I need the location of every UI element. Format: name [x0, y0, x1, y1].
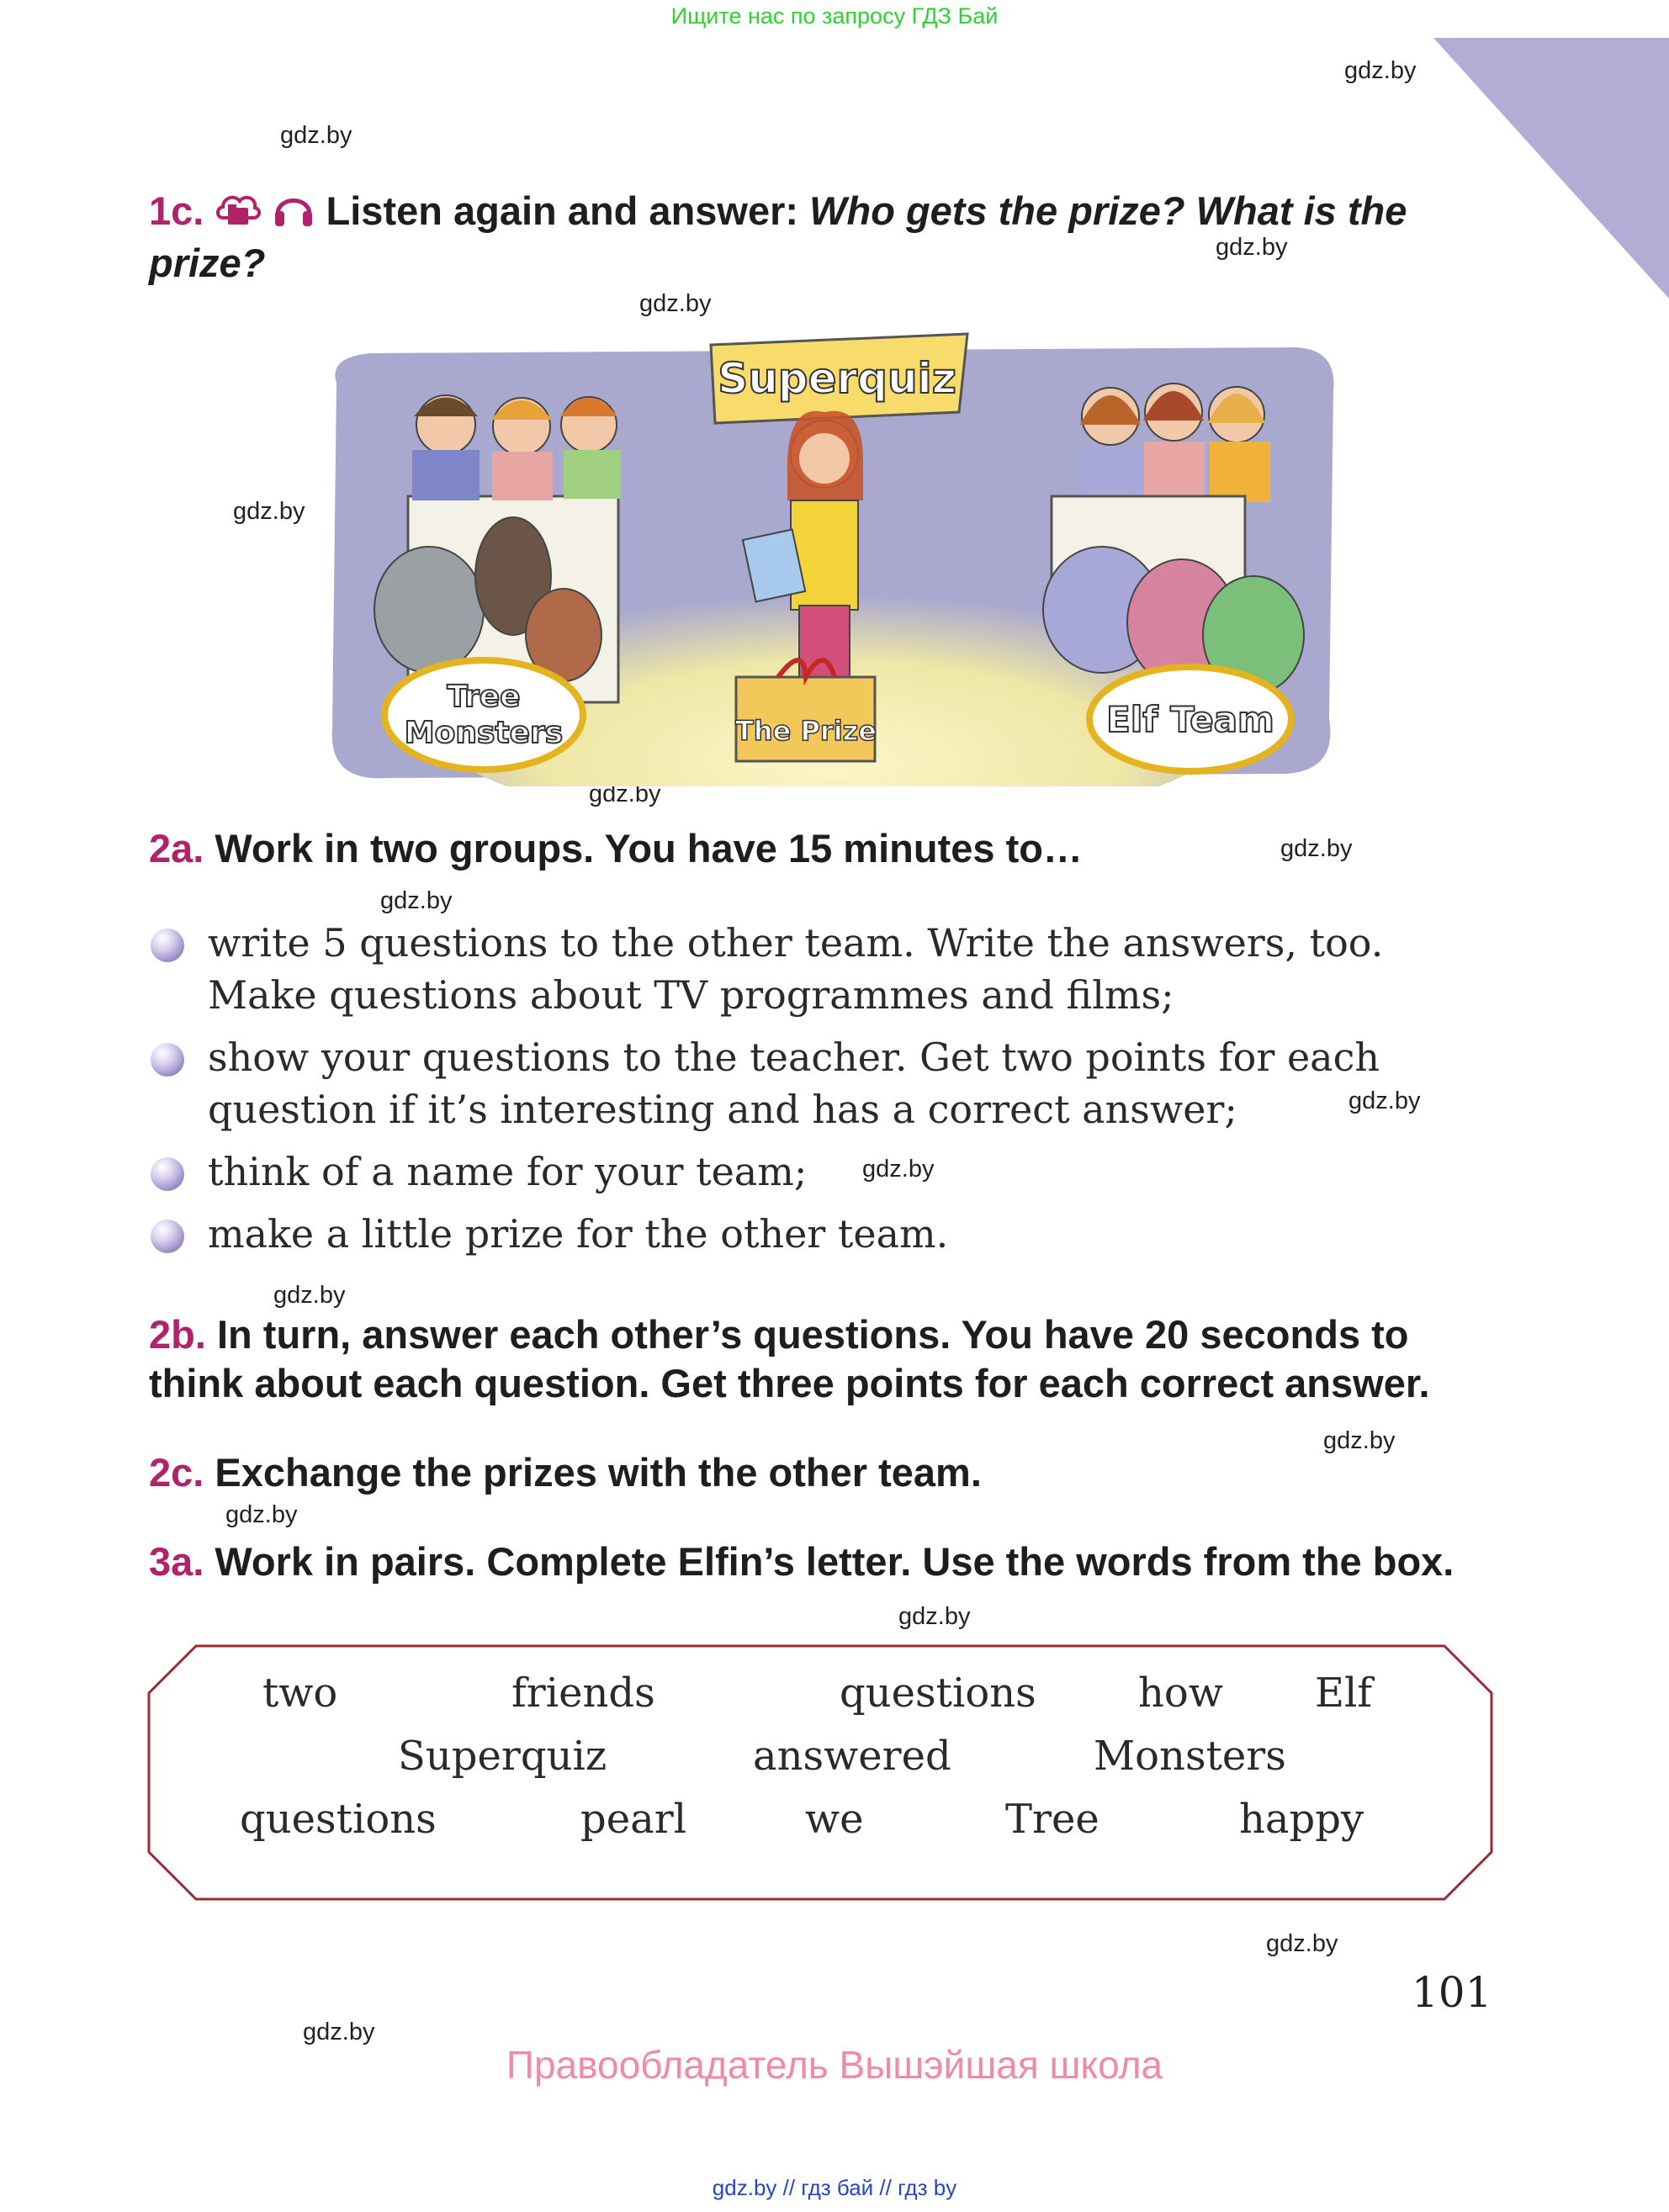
- watermark: gdz.by: [233, 498, 305, 525]
- task-instruction: In turn, answer each other’s questions. You have 20 seconds to: [216, 1312, 1409, 1357]
- cloud-folder-icon: [215, 189, 262, 239]
- watermark: gdz.by: [1216, 234, 1288, 261]
- word-item: happy: [1239, 1796, 1364, 1843]
- task-2a-list: [147, 917, 1502, 1270]
- list-item: [147, 1208, 1502, 1260]
- watermark: gdz.by: [898, 1603, 971, 1630]
- word-item: how: [1138, 1670, 1223, 1717]
- task-instruction: Exchange the prizes with the other team.: [215, 1450, 982, 1495]
- watermark: gdz.by: [280, 122, 352, 149]
- top-banner[interactable]: Ищите нас по запросу ГДЗ Бай: [670, 3, 999, 29]
- bullet-icon: [151, 1157, 184, 1191]
- watermark: gdz.by: [303, 2019, 375, 2045]
- task-instruction: Listen again and answer:: [326, 188, 799, 233]
- watermark: gdz.by: [1348, 1087, 1421, 1114]
- word-item: questions: [840, 1670, 1036, 1717]
- watermark: gdz.by: [1280, 835, 1353, 862]
- task-2c-heading: [149, 1448, 982, 1497]
- watermark: gdz.by: [862, 1156, 935, 1183]
- word-item: answered: [753, 1733, 951, 1780]
- task-1c-heading: [149, 187, 1512, 288]
- task-question-cont: prize?: [149, 241, 266, 285]
- bullet-icon: [151, 929, 184, 962]
- tree-monsters-label: Tree: [447, 680, 521, 714]
- tree-monsters-label: Monsters: [404, 716, 564, 750]
- list-item: [147, 1031, 1502, 1135]
- word-item: two: [262, 1670, 338, 1717]
- word-box: [147, 1644, 1493, 1901]
- superquiz-banner: Superquiz: [718, 354, 956, 403]
- list-item-text: think of a name for your team;: [208, 1149, 808, 1194]
- word-item: Elf: [1315, 1670, 1373, 1717]
- list-item: [147, 917, 1502, 1021]
- list-item: [147, 1146, 1502, 1198]
- list-item-text: Make questions about TV programmes and films;: [208, 972, 1174, 1018]
- list-item-text: make a little prize for the other team.: [208, 1211, 949, 1257]
- task-instruction: Work in two groups. You have 15 minutes to…: [215, 826, 1083, 871]
- watermark: gdz.by: [225, 1501, 298, 1528]
- task-number: 3a.: [149, 1539, 204, 1584]
- word-item: Superquiz: [398, 1733, 607, 1780]
- watermark: gdz.by: [639, 290, 712, 317]
- elf-team-label: Elf Team: [1106, 699, 1274, 740]
- word-item: Tree: [1005, 1796, 1099, 1843]
- task-number: 1c.: [149, 188, 204, 233]
- task-3a-heading: [149, 1537, 1454, 1586]
- bullet-icon: [151, 1043, 184, 1077]
- watermark: gdz.by: [1266, 1930, 1338, 1957]
- word-item: we: [805, 1796, 864, 1843]
- word-item: Monsters: [1094, 1733, 1286, 1780]
- task-instruction: Work in pairs. Complete Elfin’s letter. Use the words from the box.: [215, 1539, 1454, 1584]
- headphones-icon: [273, 189, 315, 239]
- list-item-text: question if it’s interesting and has a correct answer;: [208, 1087, 1237, 1132]
- list-item-text: show your questions to the teacher. Get two points for each: [208, 1035, 1380, 1080]
- rights-holder: Правообладатель Вышэйшая школа: [506, 2043, 1163, 2087]
- task-2b-heading: [149, 1310, 1529, 1408]
- word-item: questions: [240, 1796, 437, 1843]
- task-number: 2a.: [149, 826, 204, 871]
- prize-label: The Prize: [735, 715, 877, 747]
- watermark: gdz.by: [589, 781, 661, 807]
- watermark: gdz.by: [380, 887, 453, 914]
- page-number: 101: [1412, 1968, 1492, 2017]
- watermark: gdz.by: [1323, 1427, 1396, 1454]
- task-number: 2c.: [149, 1450, 204, 1495]
- task-question: Who gets the prize? What is the: [809, 188, 1407, 233]
- list-item-text: write 5 questions to the other team. Write the answers, too.: [208, 920, 1384, 966]
- quiz-illustration: [320, 332, 1346, 786]
- task-instruction-cont: think about each question. Get three points for each correct answer.: [149, 1361, 1430, 1405]
- task-number: 2b.: [149, 1312, 206, 1357]
- watermark: gdz.by: [1344, 57, 1417, 84]
- footer-links[interactable]: gdz.by // гдз бай // гдз by: [712, 2175, 957, 2200]
- word-item: pearl: [580, 1796, 687, 1843]
- watermark: gdz.by: [273, 1282, 346, 1309]
- bullet-icon: [151, 1220, 184, 1253]
- task-2a-heading: [149, 824, 1083, 873]
- word-item: friends: [511, 1670, 655, 1717]
